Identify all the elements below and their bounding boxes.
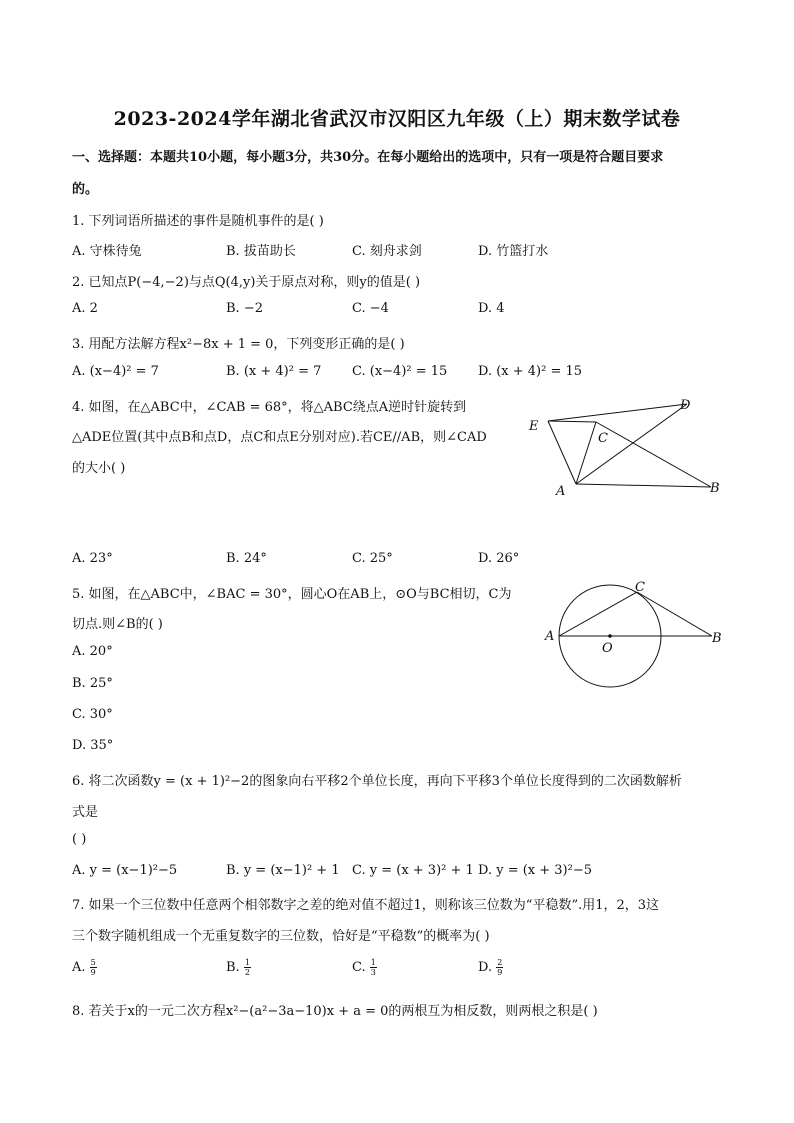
q2-option-c: C. −4 [352, 301, 389, 316]
question-7-stem: 7. 如果一个三位数中任意两个相邻数字之差的绝对值不超过1，则称该三位数为“平稳数”.用1，2，3这 [72, 898, 660, 913]
q7-option-a [72, 958, 97, 977]
q7-option-d [478, 958, 503, 977]
q3-option-d: D. (x + 4)² = 15 [478, 364, 583, 379]
q7-option-b-prefix: B. [226, 960, 240, 975]
question-3-stem: 3. 用配方法解方程x²−8x + 1 = 0，下列变形正确的是( ) [72, 337, 405, 352]
question-4-stem-3: 的大小( ) [72, 461, 126, 476]
rotation-triangle-figure [520, 392, 730, 502]
page-title: 2023-2024学年湖北省武汉市汉阳区九年级（上）期末数学试卷 [113, 108, 681, 130]
q5-option-a: A. 20° [72, 644, 113, 659]
q4-option-c: C. 25° [352, 551, 393, 566]
q7-option-c-prefix: C. [352, 960, 366, 975]
question-4-stem-2: △ADE位置(其中点B和点D，点C和点E分别对应).若CE//AB，则∠CAD [72, 430, 487, 445]
q1-option-c: C. 刻舟求剑 [352, 244, 422, 259]
q4-option-a: A. 23° [72, 551, 113, 566]
question-6-stem-3: ( ) [72, 832, 87, 847]
fig4-label-d: D [680, 398, 691, 413]
q7-option-b [226, 958, 251, 977]
fig5-label-o: O [602, 641, 613, 656]
q1-option-b: B. 拔苗助长 [226, 244, 296, 259]
q6-option-a: A. y = (x−1)²−5 [72, 863, 178, 878]
q4-option-b: B. 24° [226, 551, 267, 566]
q5-option-d: D. 35° [72, 738, 114, 753]
q7-option-d-prefix: D. [478, 960, 493, 975]
fig5-label-b: B [712, 631, 722, 646]
fig4-label-c: C [598, 431, 608, 446]
q2-option-b: B. −2 [226, 301, 263, 316]
question-6-stem-2: 式是 [72, 805, 99, 820]
q1-option-d: D. 竹篮打水 [478, 244, 549, 259]
q7-option-b-fraction: $\frac{1}{2}$ [244, 958, 250, 977]
fig5-label-c: C [635, 580, 645, 595]
q7-option-c-fraction: $\frac{1}{3}$ [370, 958, 376, 977]
tangent-circle-figure [540, 578, 730, 693]
q7-option-d-fraction: $\frac{2}{9}$ [497, 958, 503, 977]
q2-option-a: A. 2 [72, 301, 98, 316]
section-instruction-cont: 的。 [72, 182, 99, 197]
question-7-stem-2: 三个数字随机组成一个无重复数字的三位数，恰好是“平稳数”的概率为( ) [72, 929, 490, 944]
q6-option-c: C. y = (x + 3)² + 1 [352, 863, 474, 878]
fig4-label-b: B [710, 481, 720, 496]
question-5-stem: 5. 如图，在△ABC中，∠BAC = 30°，圆心O在AB上，⊙O与BC相切，C为 [72, 587, 512, 602]
q3-option-a: A. (x−4)² = 7 [72, 364, 159, 379]
fig4-label-a: A [556, 484, 566, 499]
q7-option-c [352, 958, 377, 977]
section-instruction: 一、选择题：本题共10小题，每小题3分，共30分。在每小题给出的选项中，只有一项是符合题目要求 [72, 150, 664, 165]
question-1-stem: 1. 下列词语所描述的事件是随机事件的是( ) [72, 214, 324, 229]
q7-option-a-prefix: A. [72, 960, 86, 975]
q3-option-c: C. (x−4)² = 15 [352, 364, 448, 379]
q5-option-b: B. 25° [72, 676, 113, 691]
fig5-label-a: A [545, 629, 555, 644]
q5-option-c: C. 30° [72, 707, 113, 722]
question-8-stem: 8. 若关于x的一元二次方程x²−(a²−3a−10)x + a = 0的两根互为相反数，则两根之积是( ) [72, 1004, 598, 1019]
fig4-label-e: E [529, 419, 539, 434]
question-2-stem: 2. 已知点P(−4,−2)与点Q(4,y)关于原点对称，则y的值是( ) [72, 275, 421, 290]
q7-option-a-fraction: $\frac{5}{9}$ [90, 958, 96, 977]
q6-option-b: B. y = (x−1)² + 1 [226, 863, 340, 878]
q3-option-b: B. (x + 4)² = 7 [226, 364, 322, 379]
question-6-stem: 6. 将二次函数y = (x + 1)²−2的图象向右平移2个单位长度，再向下平移3个单位长度得到的二次函数解析 [72, 774, 682, 789]
question-5-stem-2: 切点.则∠B的( ) [72, 617, 163, 632]
q6-option-d: D. y = (x + 3)²−5 [478, 863, 593, 878]
q1-option-a: A. 守株待兔 [72, 244, 142, 259]
q2-option-d: D. 4 [478, 301, 505, 316]
question-4-stem: 4. 如图，在△ABC中，∠CAB = 68°，将△ABC绕点A逆时针旋转到 [72, 400, 467, 415]
q4-option-d: D. 26° [478, 551, 520, 566]
